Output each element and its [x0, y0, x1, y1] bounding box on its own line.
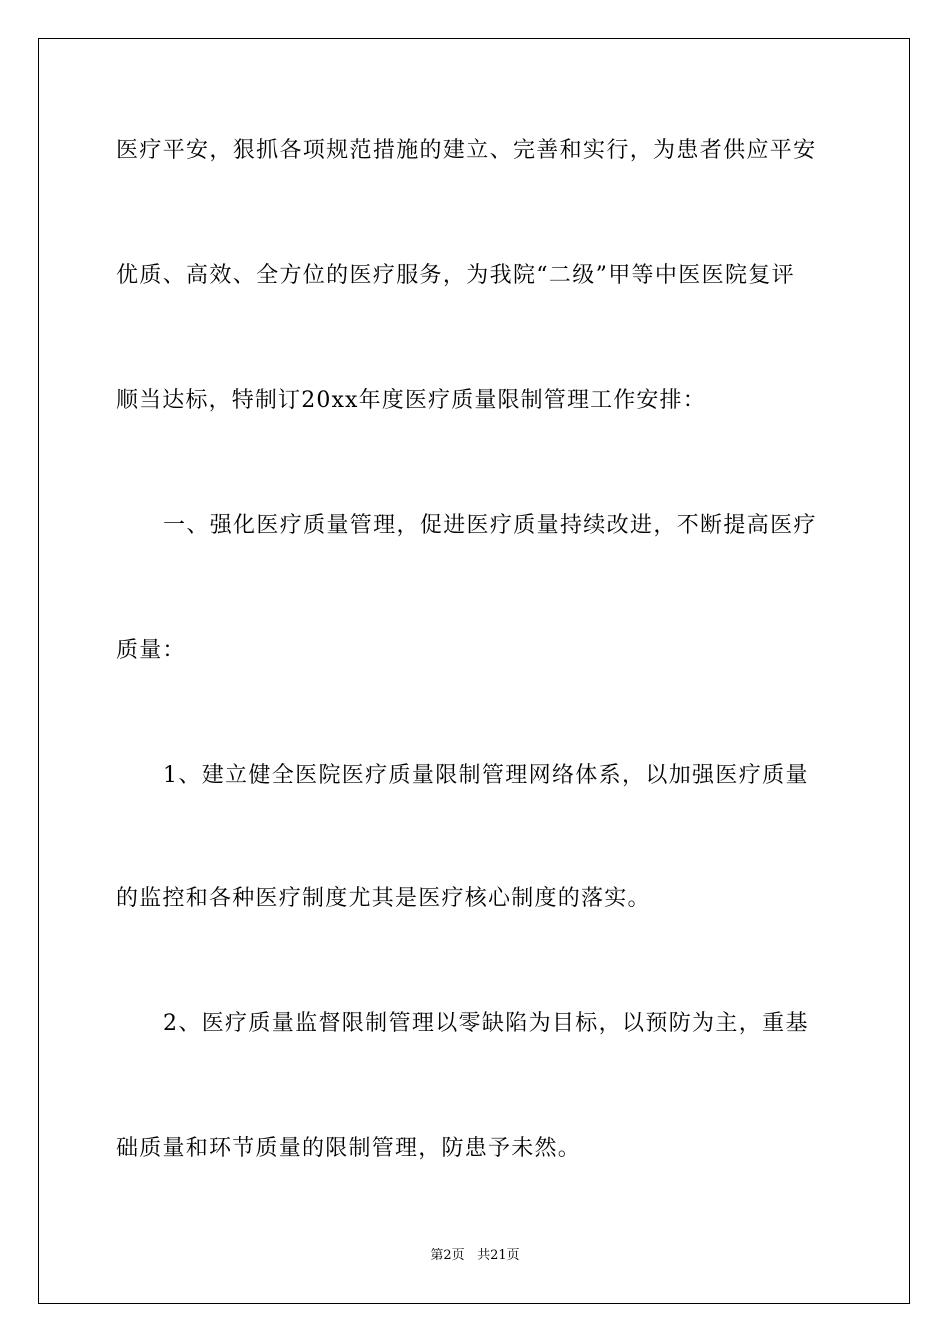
current-page-label: 第2页 [430, 1248, 465, 1263]
total-pages-label: 共21页 [477, 1248, 520, 1263]
section-heading-line: 一、强化医疗质量管理，促进医疗质量持续改进，不断提高医疗 [163, 513, 817, 538]
text-line: 的监控和各种医疗制度尤其是医疗核心制度的落实。 [116, 886, 651, 911]
text-line: 质量： [116, 638, 186, 663]
list-item-line: 2、医疗质量监督限制管理以零缺陷为目标，以预防为主，重基 [163, 1011, 809, 1036]
page-border [38, 38, 910, 1304]
list-item-line: 1、建立健全医院医疗质量限制管理网络体系，以加强医疗质量 [163, 763, 809, 788]
text-line: 顺当达标，特制订20xx年度医疗质量限制管理工作安排： [116, 388, 706, 413]
text-line: 优质、高效、全方位的医疗服务，为我院“二级”甲等中医医院复评 [116, 263, 795, 288]
text-line: 础质量和环节质量的限制管理，防患予未然。 [116, 1136, 582, 1161]
text-line: 医疗平安，狠抓各项规范措施的建立、完善和实行，为患者供应平安 [116, 138, 817, 163]
page-footer [0, 1247, 950, 1265]
